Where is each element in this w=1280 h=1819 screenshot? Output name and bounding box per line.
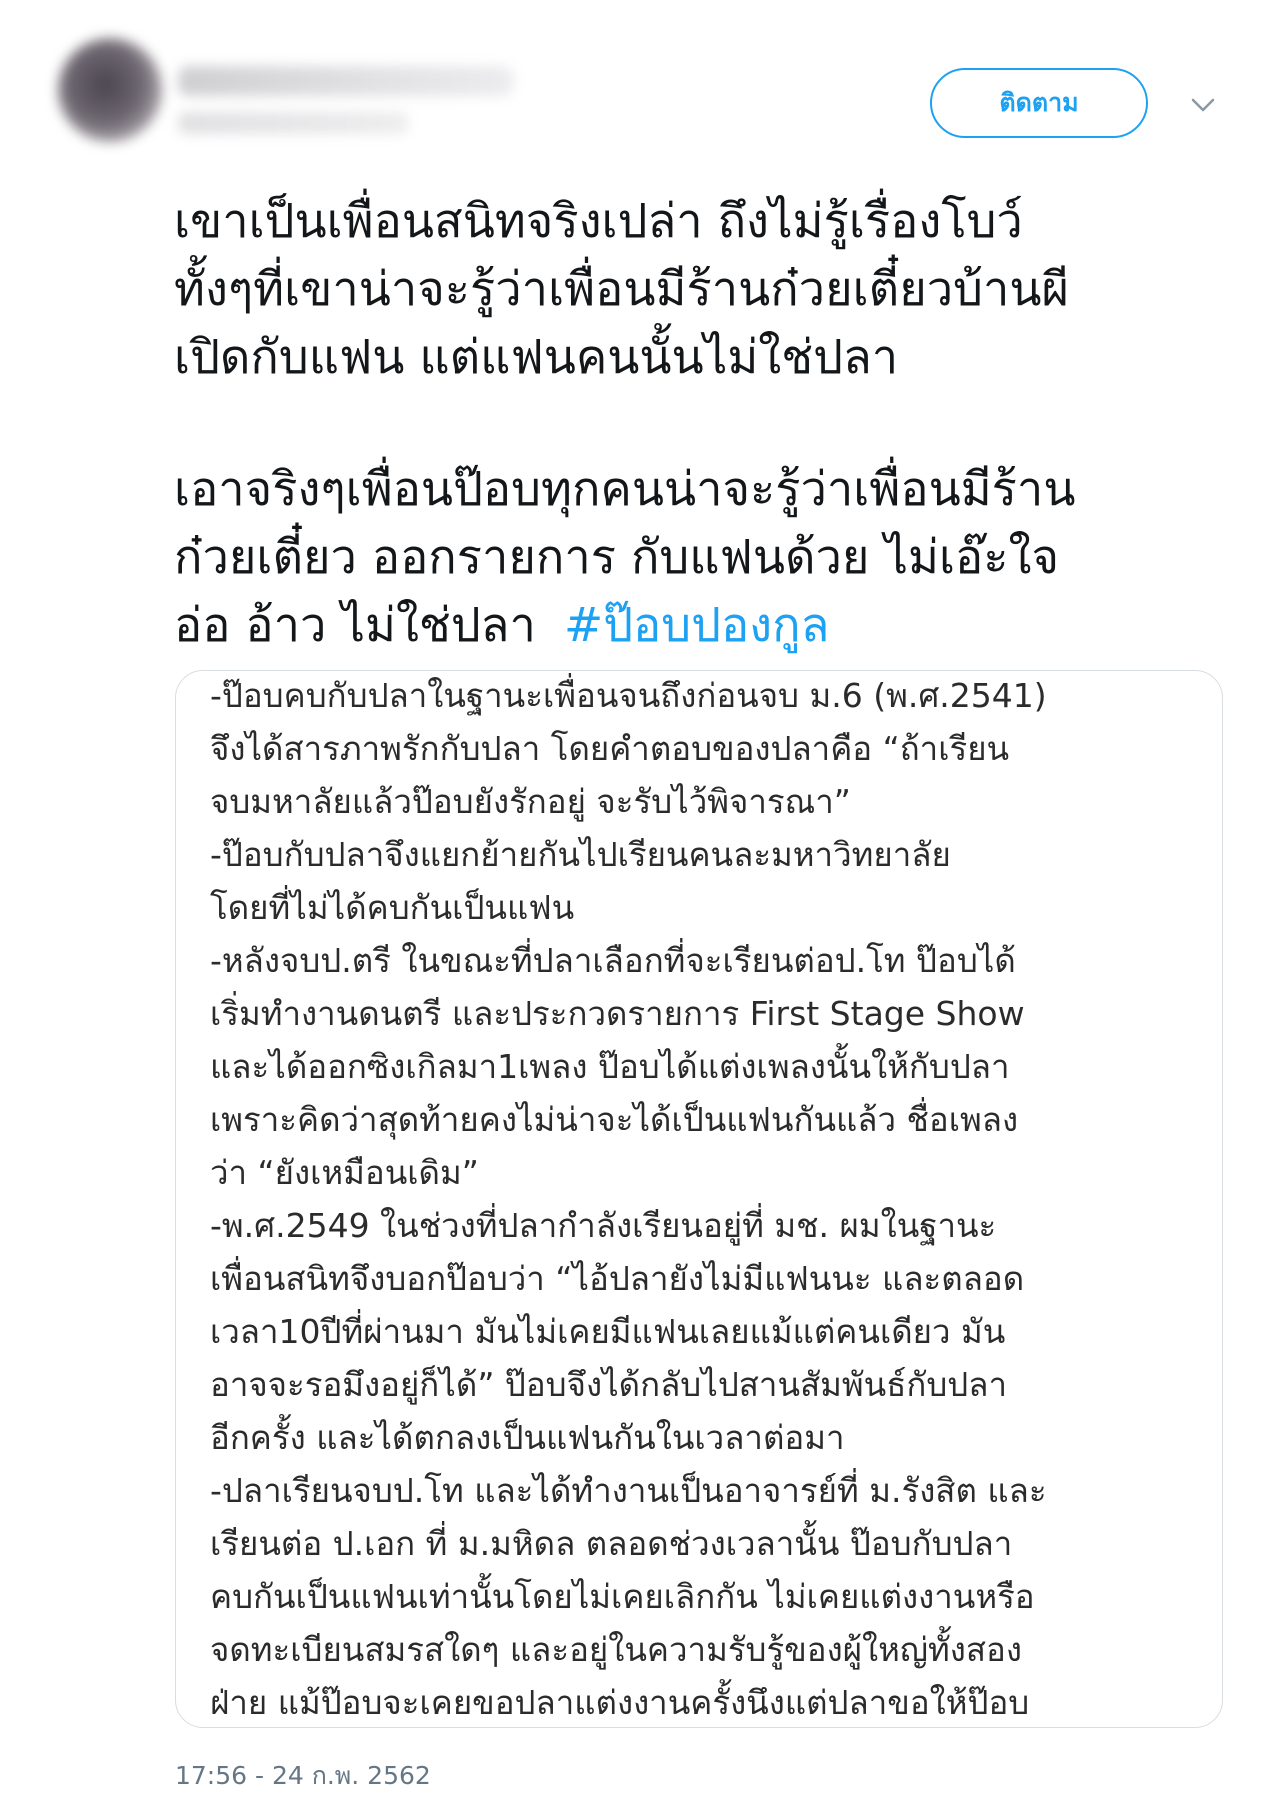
- user-handle-blurred: [178, 112, 408, 134]
- user-name-blurred[interactable]: [178, 66, 513, 96]
- image-text-line: เรียนต่อ ป.เอก ที่ ม.มหิดล ตลอดช่วงเวลานั้น ป๊อบกับปลา: [210, 1524, 1013, 1563]
- chevron-down-icon-glyph: [1190, 97, 1216, 113]
- image-text-line: จึงได้สารภาพรักกับปลา โดยคำตอบของปลาคือ “ถ้าเรียน: [210, 729, 1010, 768]
- image-text-line: เพราะคิดว่าสุดท้ายคงไม่น่าจะได้เป็นแฟนกันแล้ว ชื่อเพลง: [210, 1100, 1019, 1139]
- tweet-timestamp[interactable]: 17:56 - 24 ก.พ. 2562: [175, 1761, 431, 1790]
- image-text-line: อีกครั้ง และได้ตกลงเป็นแฟนกันในเวลาต่อมา: [210, 1418, 845, 1457]
- avatar[interactable]: [58, 38, 162, 142]
- chevron-down-icon[interactable]: [1186, 88, 1220, 122]
- tweet-line: ก๋วยเตี๋ยว ออกรายการ กับแฟนด้วย ไม่เอ๊ะใจ: [174, 530, 1059, 585]
- image-text-line: เวลา10ปีที่ผ่านมา มันไม่เคยมีแฟนเลยแม้แต่คนเดียว มัน: [210, 1312, 1006, 1351]
- image-text-line: -พ.ศ.2549 ในช่วงที่ปลากำลังเรียนอยู่ที่ มช. ผมในฐานะ: [210, 1206, 997, 1245]
- tweet-line: เอาจริงๆเพื่อนป๊อบทุกคนน่าจะรู้ว่าเพื่อนมีร้าน: [174, 462, 1076, 517]
- image-text-line: เพื่อนสนิทจึงบอกป๊อบว่า “ไอ้ปลายังไม่มีแฟนนะ และตลอด: [210, 1259, 1025, 1298]
- hashtag-link[interactable]: #ป๊อบปองกูล: [563, 598, 830, 653]
- image-text-line: จบมหาลัยแล้วป๊อบยังรักอยู่ จะรับไว้พิจารณา”: [210, 782, 851, 821]
- follow-button[interactable]: ติดตาม: [930, 68, 1148, 138]
- tweet-line: อ่อ อ้าว ไม่ใช่ปลา: [174, 598, 536, 653]
- tweet-line: เปิดกับแฟน แต่แฟนคนนั้นไม่ใช่ปลา: [174, 330, 899, 385]
- image-text-line: โดยที่ไม่ได้คบกันเป็นแฟน: [210, 888, 575, 927]
- image-text-line: อาจจะรอมึงอยู่ก็ได้” ป๊อบจึงได้กลับไปสานสัมพันธ์กับปลา: [210, 1365, 1007, 1404]
- attached-image[interactable]: [175, 670, 1223, 1728]
- image-text-line: -ปลาเรียนจบป.โท และได้ทำงานเป็นอาจารย์ที่ ม.รังสิต และ: [210, 1471, 1047, 1510]
- paragraph-gap: [174, 392, 1234, 456]
- image-text-line: จดทะเบียนสมรสใดๆ และอยู่ในความรับรู้ของผู้ใหญ่ทั้งสอง: [210, 1630, 1022, 1669]
- image-text-line: -ป๊อบกับปลาจึงแยกย้ายกันไปเรียนคนละมหาวิทยาลัย: [210, 835, 951, 874]
- image-text-line: -หลังจบป.ตรี ในขณะที่ปลาเลือกที่จะเรียนต่อป.โท ป๊อบได้: [210, 941, 1016, 980]
- image-text-line: และได้ออกซิงเกิลมา1เพลง ป๊อบได้แต่งเพลงนั้นให้กับปลา: [210, 1047, 1010, 1086]
- image-text-line: -ป๊อบคบกับปลาในฐานะเพื่อนจนถึงก่อนจบ ม.6 (พ.ศ.2541): [210, 676, 1047, 715]
- tweet-line: ทั้งๆที่เขาน่าจะรู้ว่าเพื่อนมีร้านก๋วยเตี๋ยวบ้านผี: [174, 262, 1070, 317]
- image-text: [210, 670, 1210, 1728]
- image-text-line: คบกันเป็นแฟนเท่านั้นโดยไม่เคยเลิกกัน ไม่เคยแต่งงานหรือ: [210, 1577, 1035, 1616]
- tweet-line-with-hashtag: [174, 592, 1234, 660]
- image-text-line: ว่า “ยังเหมือนเดิม”: [210, 1153, 479, 1192]
- tweet-line: เขาเป็นเพื่อนสนิทจริงเปล่า ถึงไม่รู้เรื่องโบว์: [174, 194, 1023, 249]
- image-text-line: ฝ่าย แม้ป๊อบจะเคยขอปลาแต่งงานครั้งนึงแต่ปลาขอให้ป๊อบ: [210, 1683, 1030, 1722]
- tweet-text: [174, 188, 1234, 660]
- image-text-line: เริ่มทำงานดนตรี และประกวดรายการ First Stage Show: [210, 994, 1025, 1033]
